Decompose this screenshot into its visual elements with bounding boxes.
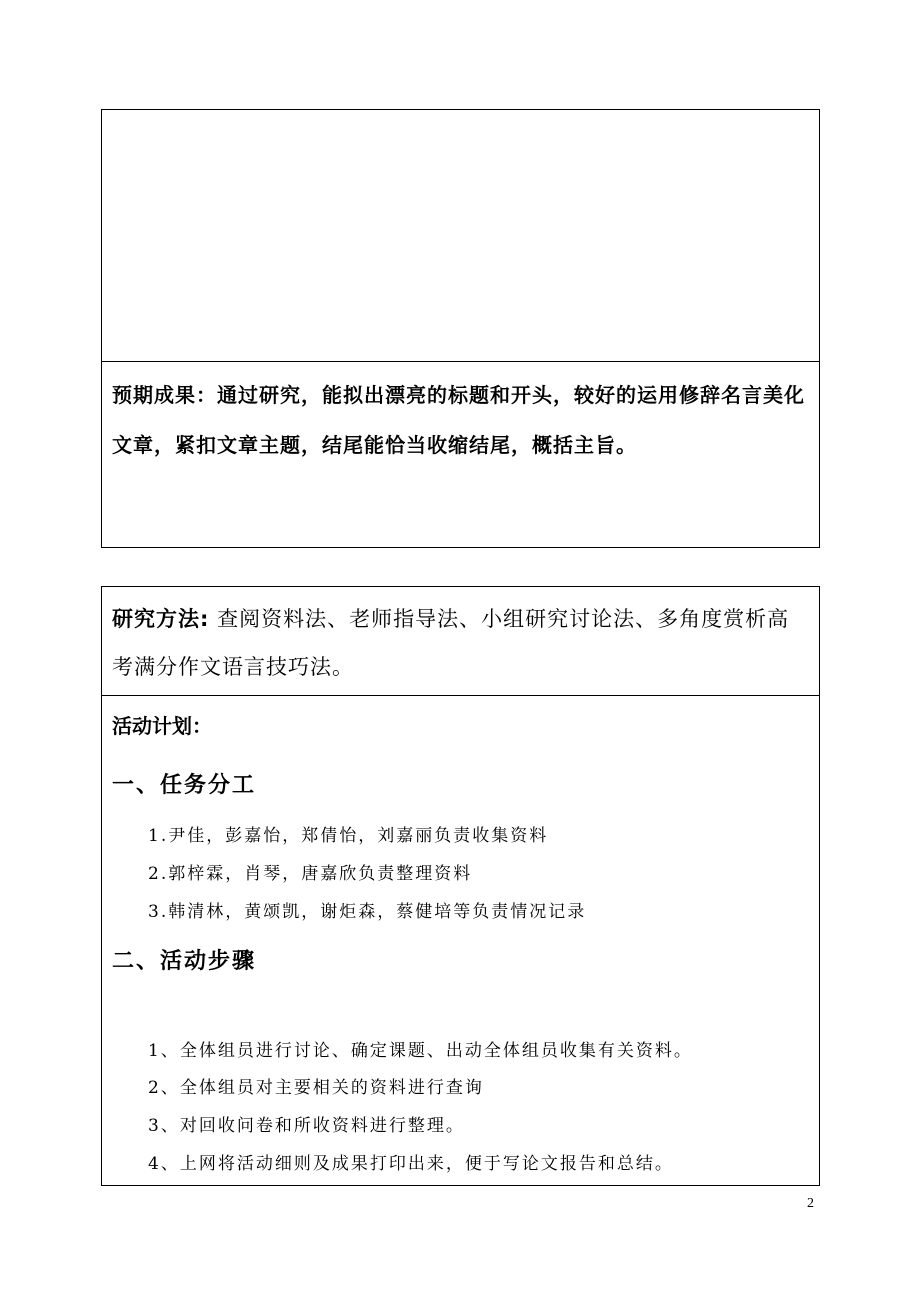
step-item: 4、上网将活动细则及成果打印出来，便于写论文报告和总结。 — [148, 1154, 674, 1174]
empty-table-cell — [101, 109, 820, 362]
task-item: 2.郭梓霖，肖琴，唐嘉欣负责整理资料 — [148, 864, 473, 884]
activity-steps-heading: 二、活动步骤 — [112, 949, 257, 974]
task-item: 3.韩清林，黄颂凯，谢炬森，蔡健培等负责情况记录 — [148, 902, 587, 922]
research-method-text: 查阅资料法、老师指导法、小组研究讨论法、多角度赏析高考满分作文语言技巧法。 — [112, 607, 790, 679]
research-method-label: 研究方法: — [112, 607, 210, 631]
activity-plan-title: 活动计划： — [112, 714, 212, 738]
research-method-cell — [101, 586, 820, 696]
page-number: 2 — [807, 1196, 814, 1211]
step-item: 3、对回收问卷和所收资料进行整理。 — [148, 1116, 465, 1136]
expected-results-label: 预期成果： — [112, 383, 217, 407]
task-item: 1.尹佳，彭嘉怡，郑倩怡，刘嘉丽负责收集资料 — [148, 826, 549, 846]
activity-plan-cell — [101, 695, 820, 1186]
research-method-paragraph — [112, 595, 811, 691]
task-division-heading: 一、任务分工 — [112, 773, 257, 798]
step-item: 1、全体组员进行讨论、确定课题、出动全体组员收集有关资料。 — [148, 1041, 693, 1061]
expected-results-paragraph — [112, 370, 811, 470]
step-item: 2、全体组员对主要相关的资料进行查询 — [148, 1078, 484, 1098]
expected-results-text: 通过研究，能拟出漂亮的标题和开头，较好的运用修辞名言美化文章，紧扣文章主题，结尾能恰当收缩结尾，概括主旨。 — [112, 383, 805, 457]
expected-results-cell — [101, 361, 820, 548]
